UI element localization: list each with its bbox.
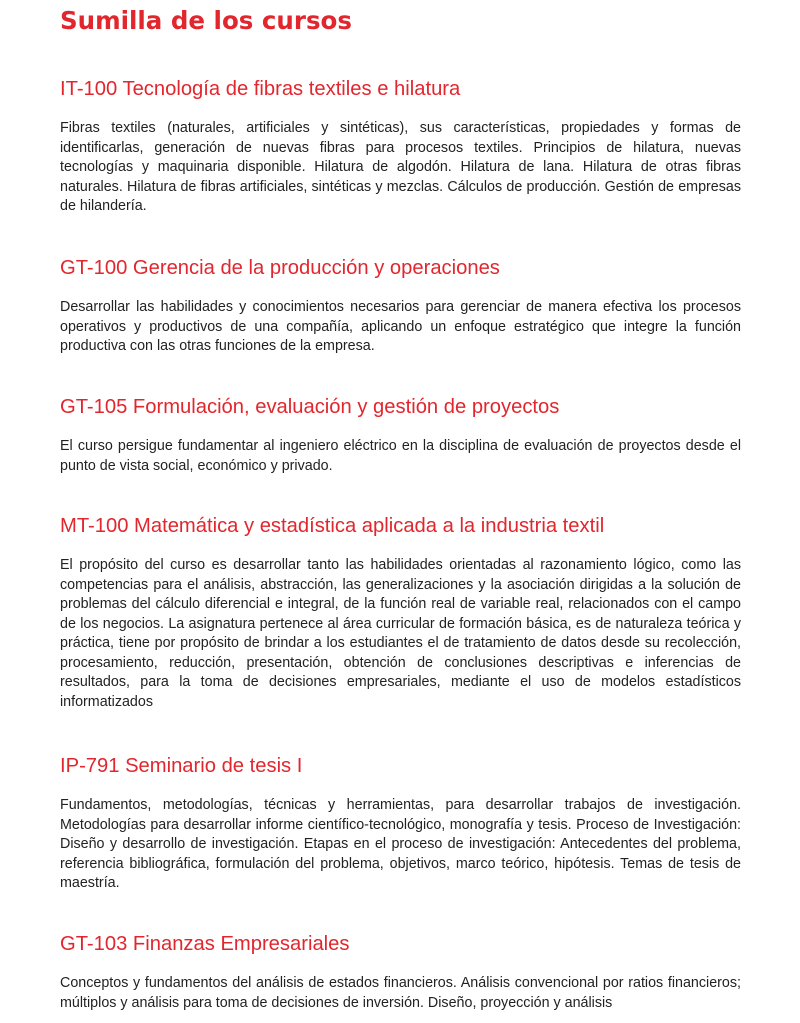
course-section-it-100: [60, 77, 741, 217]
course-description: Fibras textiles (naturales, artificiales y sintéticas), sus características, propiedades y formas de identificarlas, generación de nuevas fibras para procesos textiles. Principios de hilatura, nuevas tecnologías y maquinaria disponible. Hilatura de algodón. Hilatura de lana. Hilatura de otras fibras naturales. Hilatura de fibras artificiales, sintéticas y mezclas. Cálculos de producción. Gestión de empresas de hilandería.: [60, 120, 741, 214]
course-section-ip-791: [60, 754, 741, 894]
course-heading: GT-105 Formulación, evaluación y gestión de proyectos: [60, 396, 560, 418]
course-description: El curso persigue fundamentar al ingeniero eléctrico en la disciplina de evaluación de proyectos desde el punto de vista social, económico y privado.: [60, 438, 741, 474]
course-section-mt-100: [60, 514, 741, 712]
course-heading: GT-100 Gerencia de la producción y operaciones: [60, 257, 500, 279]
course-section-gt-103: [60, 932, 741, 1013]
course-description: El propósito del curso es desarrollar tanto las habilidades orientadas al razonamiento lógico, como las competencias para el análisis, abstracción, las generalizaciones y la asociación dirigidas a la solución de problemas del cálculo diferencial e integral, de la función real de variable real, relacionados con el campo de los negocios. La asignatura pertenece al área curricular de formación básica, es de naturaleza teórica y práctica, tiene por propósito de brindar a los estudiantes el de tratamiento de datos desde su recolección, procesamiento, reducción, presentación, obtención de conclusiones descriptivas e inferencias de resultados, para la toma de decisiones empresariales, mediante el uso de modelos estadísticos informatizados: [60, 557, 741, 710]
course-description: Conceptos y fundamentos del análisis de estados financieros. Análisis convencional por ratios financieros; múltiplos y análisis para toma de decisiones de inversión. Diseño, proyección y análisis: [60, 975, 741, 1011]
course-description: Desarrollar las habilidades y conocimientos necesarios para gerenciar de manera efectiva los procesos operativos y productivos de una compañía, aplicando un enfoque estratégico que integre la función productiva con las otras funciones de la empresa.: [60, 299, 741, 354]
course-section-gt-100: [60, 256, 741, 357]
course-heading: GT-103 Finanzas Empresariales: [60, 933, 350, 955]
course-description: Fundamentos, metodologías, técnicas y herramientas, para desarrollar trabajos de investigación. Metodologías para desarrollar informe científico-tecnológico, monografía y tesis. Proceso de Investigación: Diseño y desarrollo de investigación. Etapas en el proceso de investigación: Antecedentes del problema, referencia bibliográfica, formulación del problema, objetivos, marco teórico, hipótesis. Temas de tesis de maestría.: [60, 797, 741, 891]
course-section-gt-105: [60, 395, 741, 476]
page-title: Sumilla de los cursos: [60, 6, 352, 35]
course-heading: IT-100 Tecnología de fibras textiles e hilatura: [60, 78, 461, 100]
course-heading: MT-100 Matemática y estadística aplicada a la industria textil: [60, 515, 605, 537]
course-heading: IP-791 Seminario de tesis I: [60, 755, 303, 777]
